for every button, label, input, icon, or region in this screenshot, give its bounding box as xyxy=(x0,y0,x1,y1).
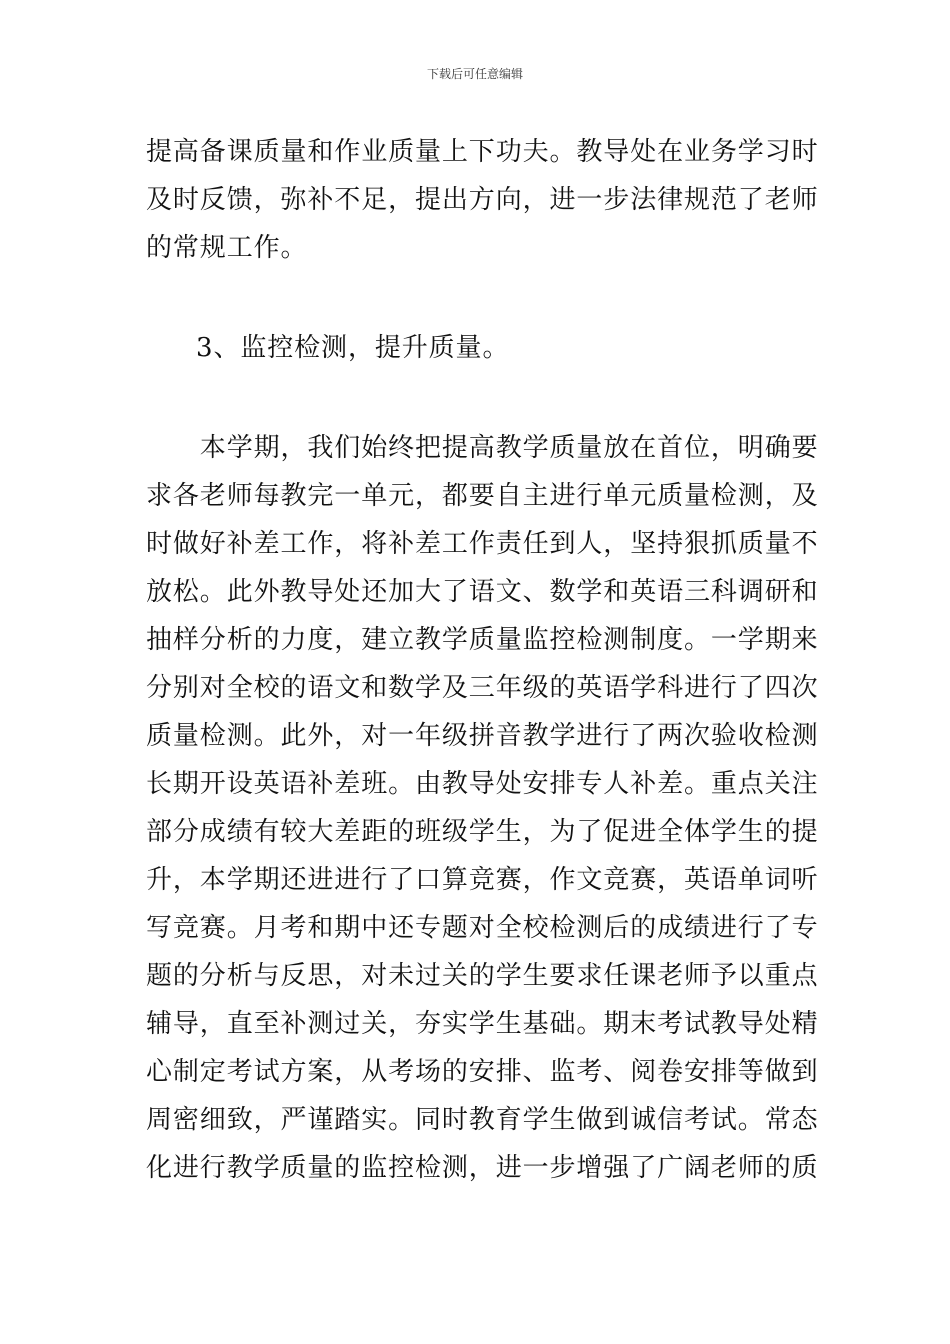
document-body xyxy=(146,128,818,1192)
page-header-note: 下载后可任意编辑 xyxy=(426,67,523,81)
text-line: 辅导，直至补测过关，夯实学生基础。期末考试教导处精 xyxy=(146,1009,819,1039)
text-line: 抽样分析的力度，建立教学质量监控检测制度。一学期来 xyxy=(146,625,819,655)
section-heading xyxy=(146,324,818,372)
paragraph-spacer xyxy=(146,272,818,324)
text-line: 本学期，我们始终把提高教学质量放在首位，明确要 xyxy=(146,433,819,463)
text-line: 心制定考试方案，从考场的安排、监考、阅卷安排等做到 xyxy=(146,1057,819,1087)
text-line: 及时反馈，弥补不足，提出方向，进一步法律规范了老师 xyxy=(146,185,819,215)
text-line: 质量检测。此外，对一年级拼音教学进行了两次验收检测 xyxy=(146,721,819,751)
text-line: 周密细致，严谨踏实。同时教育学生做到诚信考试。常态 xyxy=(146,1105,819,1135)
text-line: 化进行教学质量的监控检测，进一步增强了广阔老师的质 xyxy=(146,1153,819,1183)
section-heading-text: 3、监控检测，提升质量。 xyxy=(196,333,510,363)
paragraph-spacer xyxy=(146,372,818,424)
paragraph-1 xyxy=(146,128,818,272)
text-line: 题的分析与反思，对未过关的学生要求任课老师予以重点 xyxy=(146,961,819,991)
text-line: 放松。此外教导处还加大了语文、数学和英语三科调研和 xyxy=(146,577,819,607)
text-line: 部分成绩有较大差距的班级学生，为了促进全体学生的提 xyxy=(146,817,819,847)
text-line: 写竞赛。月考和期中还专题对全校检测后的成绩进行了专 xyxy=(146,913,819,943)
text-line: 的常规工作。 xyxy=(146,233,308,263)
paragraph-2 xyxy=(146,424,818,1192)
text-line: 长期开设英语补差班。由教导处安排专人补差。重点关注 xyxy=(146,769,819,799)
text-line: 分别对全校的语文和数学及三年级的英语学科进行了四次 xyxy=(146,673,819,703)
text-line: 时做好补差工作，将补差工作责任到人，坚持狠抓质量不 xyxy=(146,529,819,559)
text-line: 提高备课质量和作业质量上下功夫。教导处在业务学习时 xyxy=(146,137,819,167)
text-line: 求各老师每教完一单元，都要自主进行单元质量检测，及 xyxy=(146,481,819,511)
text-line: 升，本学期还进进行了口算竞赛，作文竞赛，英语单词听 xyxy=(146,865,819,895)
